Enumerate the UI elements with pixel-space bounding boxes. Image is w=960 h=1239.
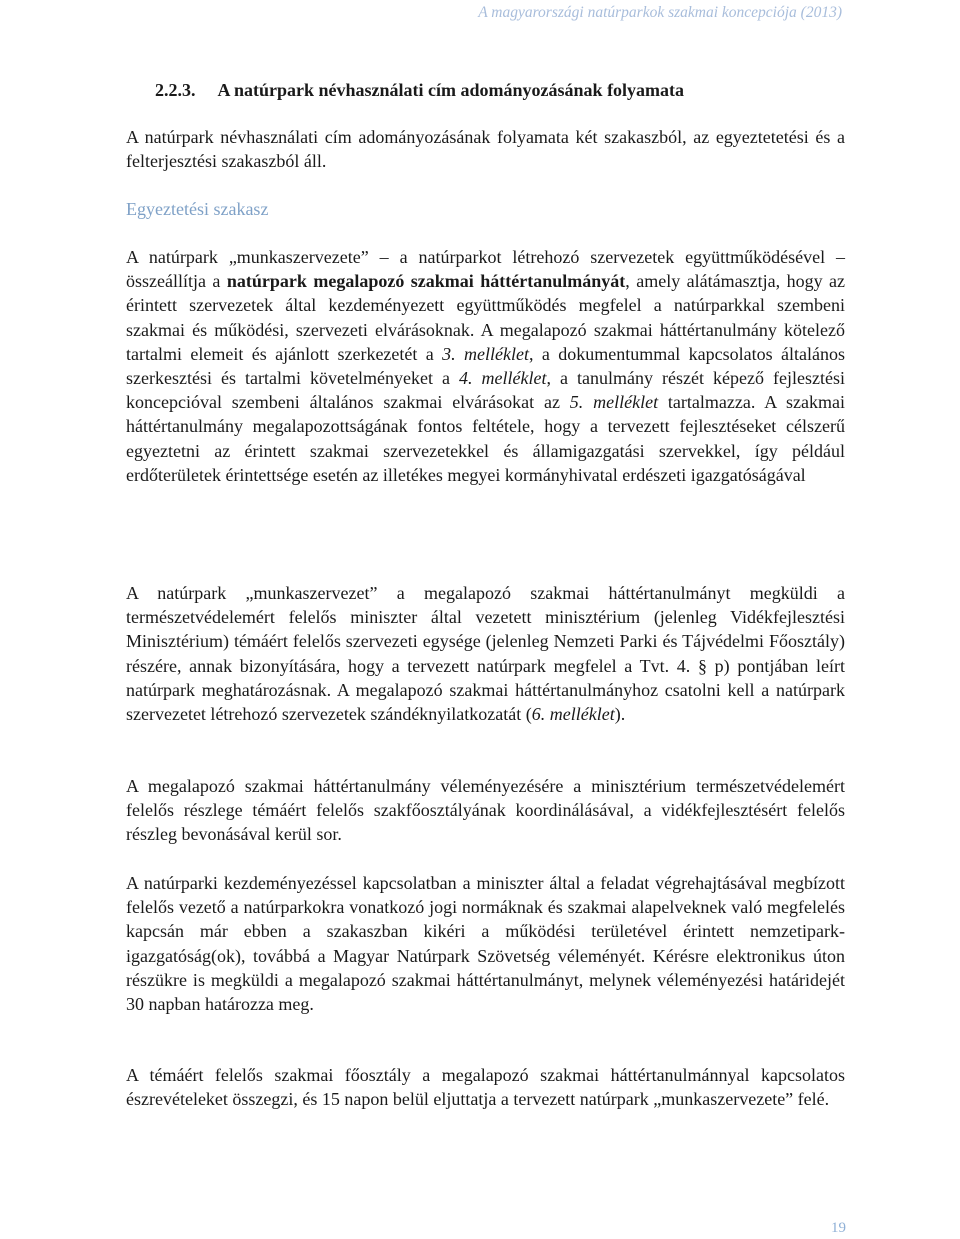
paragraph-summary: A témáért felelős szakmai főosztály a megalapozó szakmai háttértanulmánnyal kapcsolatos észrevételeket összegzi, és 15 napon belül eljuttatja a tervezett natúrpark „munkaszervezete” felé. [126, 1065, 845, 1110]
subsection-heading: Egyeztetési szakasz [126, 199, 269, 219]
section-number: 2.2.3. [155, 80, 196, 100]
intro-paragraph: A natúrpark névhasználati cím adományozásának folyamata két szakaszból, az egyeztetetési és a felterjesztési szakaszból áll. [126, 127, 845, 172]
annex-reference: 4. melléklet [459, 368, 547, 389]
section-heading [155, 80, 684, 101]
paragraph-work-organization [126, 245, 845, 487]
page-number: 19 [831, 1220, 846, 1236]
paragraph-text: , amely alátámasztja, hogy az érintett szervezetek által kezdeményezett együttműködés megfelel a natúrparkkal szembeni szakmai és működési, szervezeti elvárásoknak. A megalapozó szakmai háttértanulmány kötelező tartalmi elemeit és ajánlott szerkezetét a [126, 271, 846, 364]
running-header: A magyarországi natúrparkok szakmai koncepciója (2013) [478, 4, 842, 21]
paragraph-text: , a dokumentummal kapcsolatos általános szerkesztési és tartalmi követelményeket a [126, 343, 845, 389]
paragraph-text: A natúrpark „munkaszervezet” a megalapozó szakmai háttértanulmányt megküldi a természetvédelemért felelős miniszter által vezetett minisztérium (jelenleg Vidékfejlesztési Minisztérium) témáért felelős szervezeti egysége (jelenleg Nemzeti Parki és Tájvédelmi Főosztály) részére, annak bizonyítására, hogy a tervezett natúrpark megfelel a Tvt. 4. § p) pontjában leírt natúrpark meghatározásnak. A megalapozó szakmai háttértanulmányhoz csatolni kell a natúrpark szervezetet létrehozó szervezetek szándéknyilatkozatát ( [126, 583, 845, 725]
paragraph-text: A natúrpark „munkaszervezete” – a natúrparkot létrehozó szervezetek együttműködésével – összeállítja a [126, 247, 845, 292]
paragraph-consultation: A natúrparki kezdeményezéssel kapcsolatban a miniszter által a feladat végrehajtásával megbízott felelős vezető a natúrparkokra vonatkozó jogi normáknak és szakmai alapelveknek való megfelelés kapcsán már ebben a szakaszban kikéri a működési területével érintett nemzetipark-igazgatóság(ok), továbbá a Magyar Natúrpark Szövetség véleményét. Kérésre elektronikus úton részükre is megküldi a megalapozó szakmai háttértanulmányt, melynek véleményezési határidejét 30 napban határozza meg. [126, 873, 845, 1015]
annex-reference: 3. melléklet [442, 343, 530, 364]
paragraph-review: A megalapozó szakmai háttértanulmány véleményezésére a minisztérium természetvédelemért felelős részlege témáért felelős szakfőosztályának koordinálásával, a vidékfejlesztésért felelős részleg bevonásával kerül sor. [126, 776, 845, 845]
section-title: A natúrpark névhasználati cím adományozásának folyamata [217, 80, 685, 100]
paragraph-text: tartalmazza. A szakmai háttértanulmány megalapozottságának fontos feltétele, hogy a tervezett fejlesztéseket célszerű egyeztetni az érintett szakmai szervezetekkel és államigazgatási szervekkel, így például erdőterületek érintettsége esetén az illetékes megyei kormányhivatal erdészeti igazgatóságával [126, 392, 845, 485]
annex-reference: 5. melléklet [569, 392, 659, 413]
paragraph-submission [126, 581, 845, 726]
annex-reference: 6. melléklet [531, 704, 615, 725]
paragraph-text: , a tanulmány részét képező fejlesztési koncepcióval szembeni általános szakmai elvárásokat az [126, 368, 845, 413]
bold-study-title: natúrpark megalapozó szakmai háttértanulmányát [226, 271, 626, 292]
paragraph-text: ). [614, 704, 626, 725]
